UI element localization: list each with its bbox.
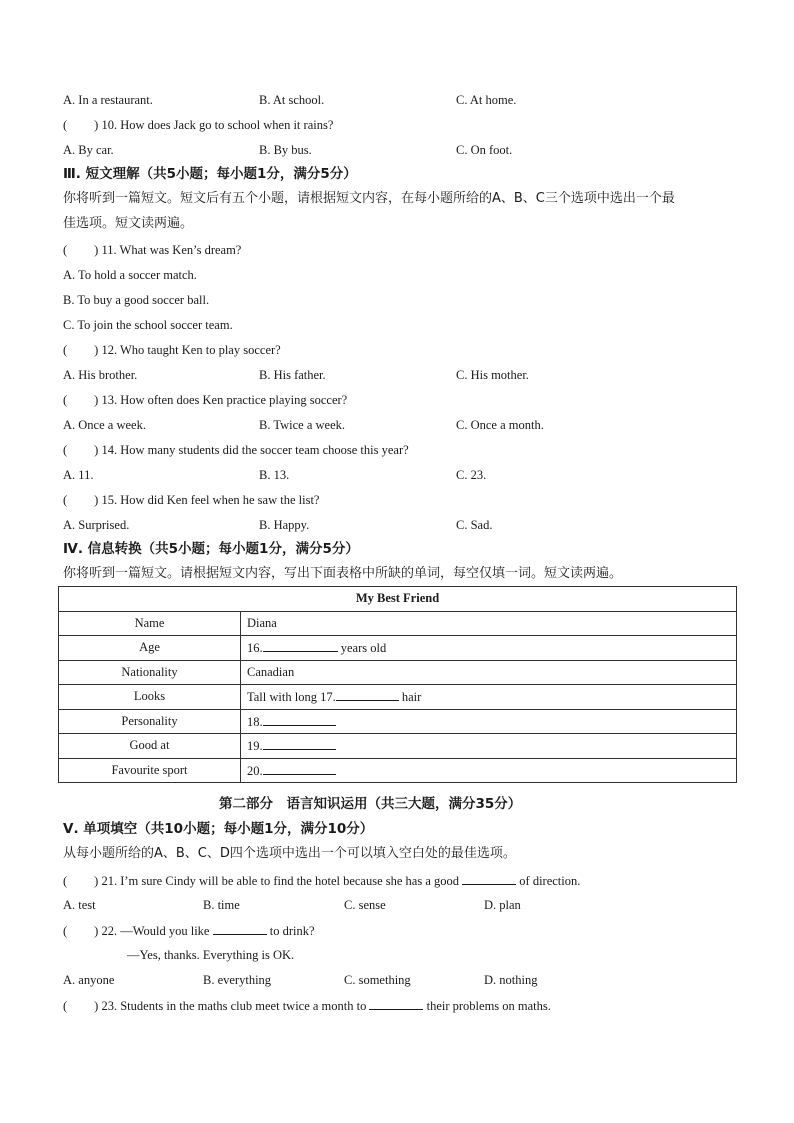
question-10 [63,117,333,133]
question-11-text: 11. What was Ken’s dream? [101,243,242,257]
q10-option-b: B. By bus. [259,143,312,157]
question-21-text: 21. I’m sure Cindy will be able to find the hotel because she has a good [101,874,463,888]
section-4-instruction: 你将听到一篇短文。请根据短文内容，写出下面表格中所缺的单词，每空仅填一词。短文读两遍。 [63,566,623,581]
question-11: ( ) 11. What was Ken’s dream? [63,243,242,257]
section-5-heading: Ⅴ. 单项填空（共10小题；每小题1分，满分10分） [63,821,374,837]
q13-option-a: A. Once a week. [63,418,146,432]
q9-option-a: A. In a restaurant. [63,93,153,107]
question-10-text: 10. How does Jack go to school when it rains? [101,118,334,132]
section-4-heading: Ⅳ. 信息转换（共5小题；每小题1分，满分5分） [63,541,359,557]
q12-option-c: C. His mother. [456,368,529,382]
best-friend-table [58,586,737,783]
table-row [59,685,737,710]
table-title: My Best Friend [59,587,737,612]
q22-option-c: C. something [344,973,411,987]
q14-option-c: C. 23. [456,468,487,482]
question-22-reply: —Yes, thanks. Everything is OK. [127,948,295,962]
table-row [59,734,737,759]
answer-blank-18[interactable] [263,713,336,726]
q15-option-b: B. Happy. [259,518,310,532]
row-value-name: Diana [241,611,737,636]
answer-blank-21[interactable] [462,872,516,885]
answer-blank-17[interactable] [336,688,399,701]
question-23-text: 23. Students in the maths club meet twice a month to [101,999,370,1013]
question-12-text: 12. Who taught Ken to play soccer? [101,343,281,357]
q12-option-a: A. His brother. [63,368,138,382]
q11-option-b: B. To buy a good soccer ball. [63,293,210,307]
row-label-good-at: Good at [59,734,241,759]
q22-option-d: D. nothing [484,973,538,987]
question-23: ( ) 23. Students in the maths club meet twice a month to their problems on maths. [63,999,551,1013]
q14-option-b: B. 13. [259,468,290,482]
q15-option-c: C. Sad. [456,518,493,532]
question-15-text: 15. How did Ken feel when he saw the list? [101,493,320,507]
q21-option-b: B. time [203,898,240,912]
question-14: ( ) 14. How many students did the soccer team choose this year? [63,443,409,457]
q11-option-a: A. To hold a soccer match. [63,268,197,282]
question-15: ( ) 15. How did Ken feel when he saw the list? [63,493,320,507]
table-title-row [59,587,737,612]
row-value-nationality: Canadian [241,660,737,685]
table-row [59,611,737,636]
answer-blank-20[interactable] [263,762,336,775]
q15-option-a: A. Surprised. [63,518,130,532]
q14-option-a: A. 11. [63,468,94,482]
row-value-favourite-sport: 20. [241,758,737,783]
table-row [59,709,737,734]
row-label-name: Name [59,611,241,636]
row-value-looks: Tall with long 17. hair [241,685,737,710]
q21-option-d: D. plan [484,898,521,912]
q22-option-b: B. everything [203,973,272,987]
q21-option-a: A. test [63,898,96,912]
question-13: ( ) 13. How often does Ken practice playing soccer? [63,393,348,407]
section-5-instruction: 从每小题所给的A、B、C、D四个选项中选出一个可以填入空白处的最佳选项。 [63,846,516,861]
table-row [59,636,737,661]
q9-option-c: C. At home. [456,93,517,107]
row-label-looks: Looks [59,685,241,710]
q9-option-b: B. At school. [259,93,325,107]
q22-option-a: A. anyone [63,973,115,987]
question-14-text: 14. How many students did the soccer team choose this year? [101,443,409,457]
question-13-text: 13. How often does Ken practice playing soccer? [101,393,348,407]
row-label-nationality: Nationality [59,660,241,685]
table-row [59,758,737,783]
part-2-heading: 第二部分 语言知识运用（共三大题，满分35分） [219,796,522,812]
q10-option-c: C. On foot. [456,143,513,157]
row-label-favourite-sport: Favourite sport [59,758,241,783]
question-22: ( ) 22. —Would you like to drink? [63,924,315,938]
section-3-instruction-line-1: 你将听到一篇短文。短文后有五个小题，请根据短文内容，在每小题所给的A、B、C三个选项中选出一个最 [63,191,675,206]
row-value-personality: 18. [241,709,737,734]
row-label-age: Age [59,636,241,661]
question-21: ( ) 21. I’m sure Cindy will be able to find the hotel because she has a good of direction. [63,874,581,888]
q13-option-c: C. Once a month. [456,418,544,432]
q11-option-c: C. To join the school soccer team. [63,318,233,332]
row-label-personality: Personality [59,709,241,734]
answer-bracket-open: ( [63,118,68,132]
answer-blank-22[interactable] [213,922,267,935]
q10-option-a: A. By car. [63,143,114,157]
question-22-text: 22. —Would you like [101,924,213,938]
row-value-age: 16. years old [241,636,737,661]
row-value-good-at: 19. [241,734,737,759]
question-12: ( ) 12. Who taught Ken to play soccer? [63,343,281,357]
q21-option-c: C. sense [344,898,386,912]
q12-option-b: B. His father. [259,368,326,382]
answer-blank-16[interactable] [263,639,338,652]
section-3-instruction-line-2: 佳选项。短文读两遍。 [63,216,194,231]
q13-option-b: B. Twice a week. [259,418,346,432]
answer-blank-19[interactable] [263,737,336,750]
section-3-heading: Ⅲ. 短文理解（共5小题；每小题1分，满分5分） [63,166,357,182]
answer-blank-23[interactable] [369,997,423,1010]
table-row [59,660,737,685]
answer-bracket-close: ) [94,118,99,132]
